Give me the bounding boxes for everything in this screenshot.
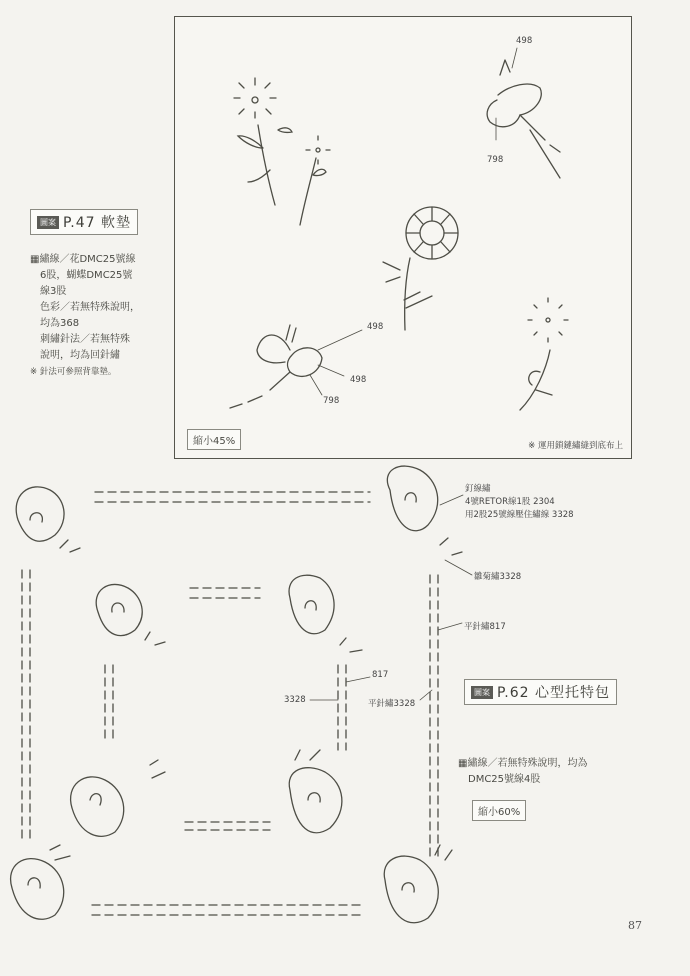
section-title: P.47 軟墊 [63,215,131,231]
section-title: P.62 心型托特包 [497,685,610,701]
stitch-annotation: 雛菊繡3328 [474,572,522,582]
stitch-annotation: 用2股25號線壓住繡線 3328 [465,510,574,520]
tag-chip: 圖案 [37,216,59,229]
corner-note: ※ 運用鎖鏈繡縫到底布上 [528,441,623,451]
color-code: 498 [516,36,533,46]
leader-lines [310,48,517,700]
note-line: 色彩／若無特殊說明， [40,302,140,313]
flower-pattern-4 [520,298,568,410]
flower-pattern-2 [300,136,330,225]
stitch-annotation: 4號RETOR線1股 2304 [465,497,555,507]
note-line: 均為368 [40,318,80,329]
scale-label: 縮小60% [472,800,526,821]
color-code: 498 [367,322,384,332]
footnote: ※ 針法可參照背靠墊。 [30,367,117,377]
color-code: 498 [350,375,367,385]
heart-pattern [11,466,462,923]
scale-label: 縮小45% [187,429,241,450]
note-line: 說明，均為回針繡 [40,350,120,361]
flower-pattern-1 [234,78,292,205]
note-line: DMC25號線4股 [468,774,541,785]
flower-pattern-3 [383,207,458,330]
stitch-annotation: 平針繡3328 [368,699,416,709]
stitch-annotation: 釘線繡 [465,484,491,494]
color-code: 798 [323,396,340,406]
note-line: ▦繡線／若無特殊說明，均為 [458,758,588,769]
stitch-annotation: 817 [372,670,389,680]
stitch-annotation: 平針繡817 [464,622,506,632]
butterfly-pattern-1 [487,60,560,178]
color-code: 798 [487,155,504,165]
tag-chip: 圖案 [471,686,493,699]
note-line: 線3股 [40,286,67,297]
butterfly-pattern-2 [230,325,322,408]
note-line: ▦繡線／花DMC25號線 [30,254,136,265]
running-stitch-lines [22,492,438,915]
note-line: 6股，蝴蝶DMC25號 [40,270,133,281]
stitch-annotation: 3328 [284,695,306,705]
note-line: 刺繡針法／若無特殊 [40,334,130,345]
page-number: 87 [628,919,642,932]
